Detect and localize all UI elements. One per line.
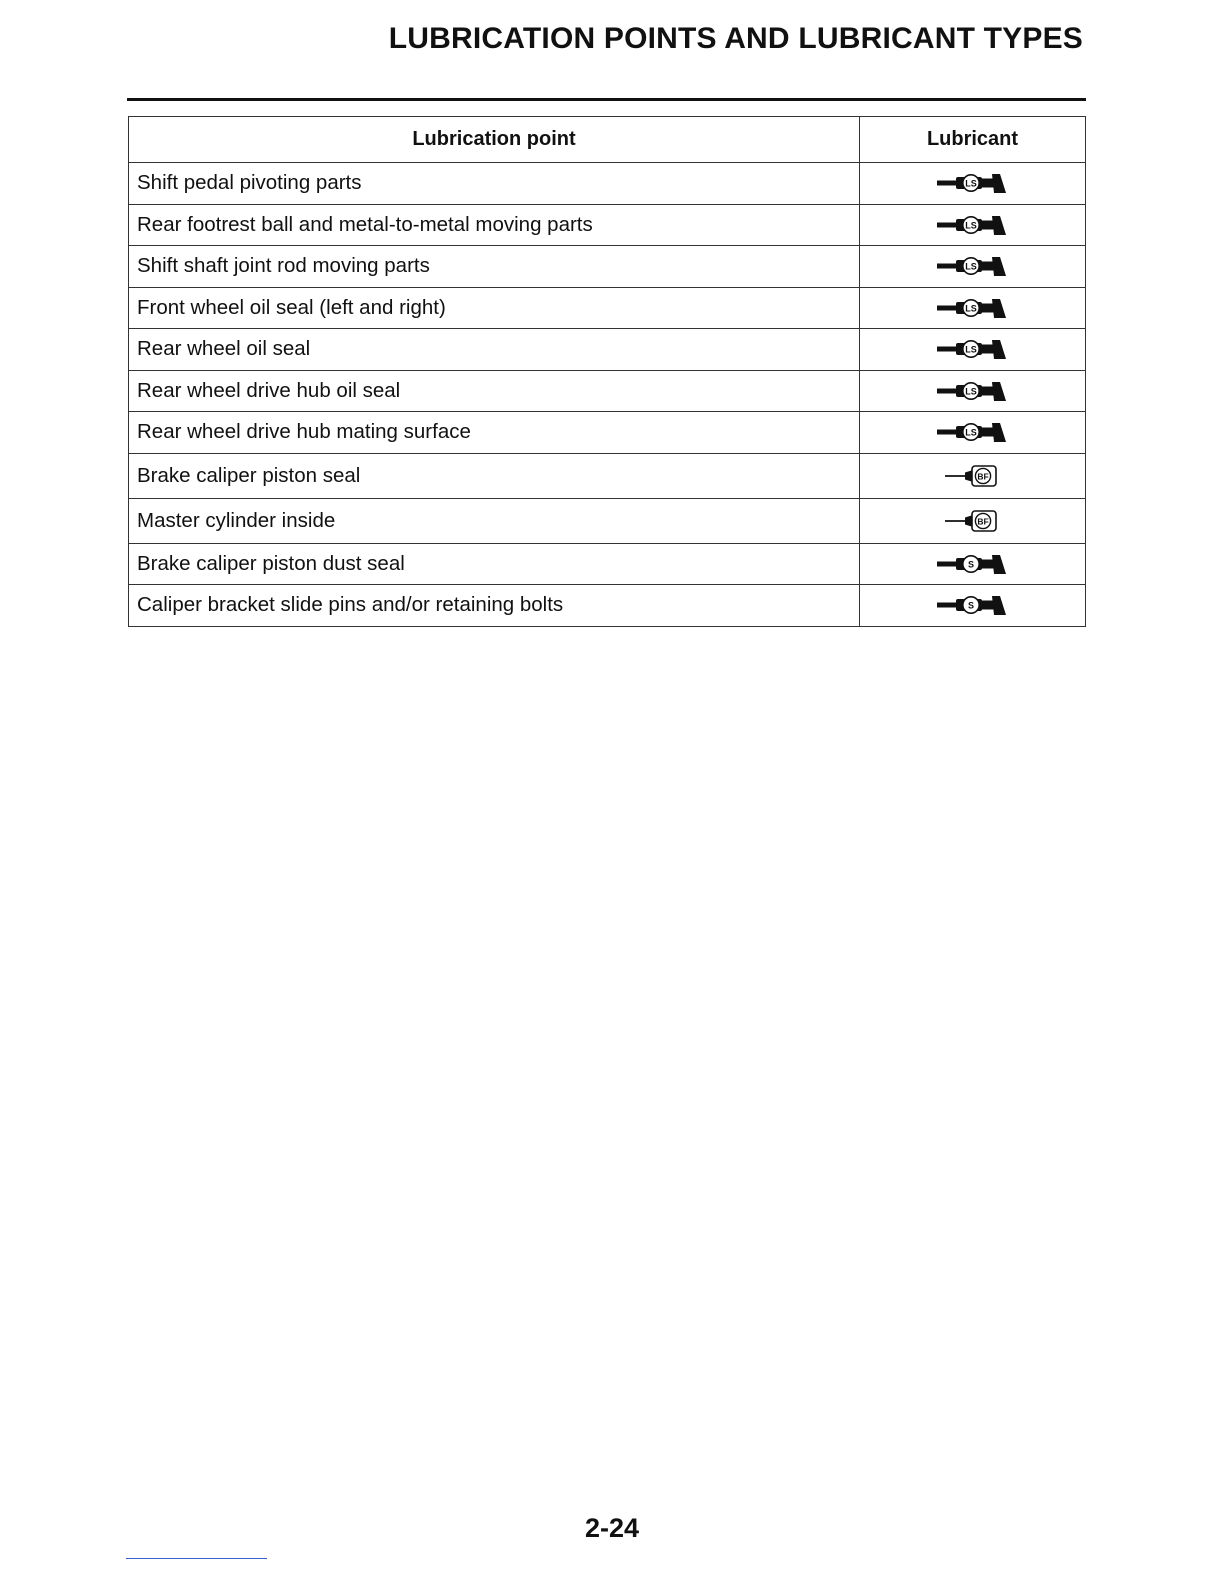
lubricant-code: S (967, 559, 974, 570)
lubrication-point-cell: Caliper bracket slide pins and/or retaining bolts (129, 585, 860, 627)
lubricant-cell (860, 453, 1086, 498)
table-row (129, 543, 1086, 585)
table-row (129, 204, 1086, 246)
grease-gun-icon (936, 379, 1010, 403)
grease-gun-icon (936, 296, 1010, 320)
grease-gun-icon (936, 337, 1010, 361)
lubricant-cell (860, 287, 1086, 329)
grease-gun-icon (936, 213, 1010, 237)
lubrication-point-cell: Brake caliper piston dust seal (129, 543, 860, 585)
lubrication-point-cell: Master cylinder inside (129, 498, 860, 543)
lubricant-code: LS (964, 344, 977, 355)
lubricant-cell (860, 329, 1086, 371)
footer-link-underline (126, 1558, 267, 1559)
lubricant-cell (860, 543, 1086, 585)
grease-gun-icon (936, 593, 1010, 617)
table-body (129, 163, 1086, 627)
lubrication-table (128, 116, 1086, 627)
lubricant-code: S (967, 600, 974, 611)
lubricant-code: LS (964, 427, 977, 438)
grease-gun-icon (936, 171, 1010, 195)
table-row (129, 246, 1086, 288)
table-row (129, 498, 1086, 543)
lubricant-header: Lubricant (860, 117, 1086, 163)
lubrication-point-cell: Front wheel oil seal (left and right) (129, 287, 860, 329)
lubrication-point-cell: Rear wheel drive hub oil seal (129, 370, 860, 412)
page-number: 2-24 (584, 1513, 640, 1543)
lubricant-cell (860, 204, 1086, 246)
lubricant-code: BF (976, 470, 989, 481)
lubricant-code: BF (976, 515, 989, 526)
lubricant-code: LS (964, 303, 977, 314)
table-row (129, 370, 1086, 412)
lubrication-point-cell: Rear wheel oil seal (129, 329, 860, 371)
table-row (129, 163, 1086, 205)
lubrication-point-cell: Rear footrest ball and metal-to-metal moving parts (129, 204, 860, 246)
oil-can-icon (943, 508, 1003, 534)
title-divider (127, 98, 1086, 101)
lubrication-point-cell: Shift shaft joint rod moving parts (129, 246, 860, 288)
lubricant-cell (860, 246, 1086, 288)
lubricant-code: LS (964, 220, 977, 231)
lubricant-code: LS (964, 261, 977, 272)
lubrication-point-cell: Shift pedal pivoting parts (129, 163, 860, 205)
lubricant-cell (860, 163, 1086, 205)
oil-can-icon (943, 463, 1003, 489)
lubricant-cell (860, 498, 1086, 543)
lubrication-point-cell: Rear wheel drive hub mating surface (129, 412, 860, 454)
table-row (129, 287, 1086, 329)
lubricant-cell (860, 585, 1086, 627)
page-title: LUBRICATION POINTS AND LUBRICANT TYPES (388, 22, 1083, 55)
grease-gun-icon (936, 420, 1010, 444)
lubricant-code: LS (964, 386, 977, 397)
lubricant-cell (860, 412, 1086, 454)
table-header-row (129, 117, 1086, 163)
table-row (129, 585, 1086, 627)
lubricant-cell (860, 370, 1086, 412)
grease-gun-icon (936, 552, 1010, 576)
table-row (129, 412, 1086, 454)
lubrication-point-cell: Brake caliper piston seal (129, 453, 860, 498)
grease-gun-icon (936, 254, 1010, 278)
lubricant-code: LS (964, 178, 977, 189)
lubrication-point-header: Lubrication point (129, 117, 860, 163)
table-row (129, 329, 1086, 371)
table-row (129, 453, 1086, 498)
